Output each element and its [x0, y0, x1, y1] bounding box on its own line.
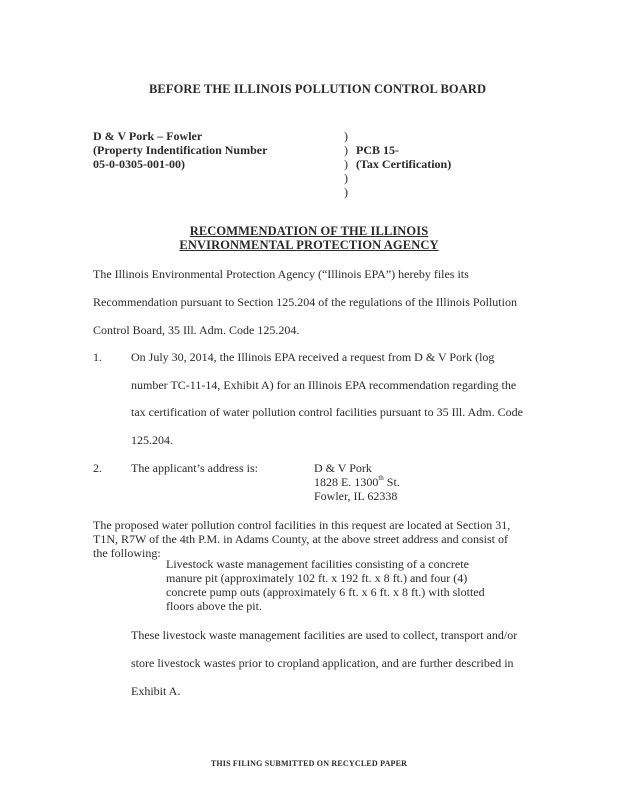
caption-bracket: ) [344, 185, 348, 199]
recycled-paper-footer: THIS FILING SUBMITTED ON RECYCLED PAPER [210, 759, 408, 768]
usage-line: store livestock wastes prior to cropland application, and are further described in [131, 656, 514, 670]
caption-bracket: ) [344, 129, 348, 143]
facilities-line: T1N, R7W of the 4th P.M. in Adams County, at the above street address and consist of [93, 532, 508, 546]
facilities-line: the following: [93, 546, 161, 560]
caption-bracket: ) [344, 143, 348, 157]
caption-property-label: (Property Indentification Number [93, 143, 268, 157]
item-number: 1. [93, 350, 102, 364]
description-line: floors above the pit. [166, 599, 262, 613]
case-number: PCB 15- [356, 143, 399, 157]
caption-bracket: ) [344, 157, 348, 171]
caption-bracket: ) [344, 171, 348, 185]
description-line: manure pit (approximately 102 ft. x 192 ft. x 8 ft.) and four (4) [166, 571, 468, 585]
address-name: D & V Pork [314, 461, 372, 475]
document-heading: BEFORE THE ILLINOIS POLLUTION CONTROL BOARD [149, 82, 487, 96]
intro-line: Control Board, 35 Ill. Adm. Code 125.204. [93, 323, 300, 337]
address-street: 1828 E. 1300th St. [314, 474, 400, 489]
recommendation-title-line1: RECOMMENDATION OF THE ILLINOIS [189, 224, 429, 238]
item1-line: On July 30, 2014, the Illinois EPA received a request from D & V Pork (log [131, 350, 495, 364]
item1-line: number TC-11-14, Exhibit A) for an Illinois EPA recommendation regarding the [131, 378, 517, 392]
item1-line: tax certification of water pollution control facilities pursuant to 35 Ill. Adm. Code [131, 405, 523, 419]
facilities-line: The proposed water pollution control facilities in this request are located at Section 31, [93, 518, 511, 532]
intro-line: The Illinois Environmental Protection Agency (“Illinois EPA”) hereby files its [93, 267, 469, 281]
recommendation-title-line2: ENVIRONMENTAL PROTECTION AGENCY [179, 238, 439, 252]
description-line: Livestock waste management facilities consisting of a concrete [166, 557, 469, 571]
caption-party: D & V Pork – Fowler [93, 129, 203, 143]
description-line: concrete pump outs (approximately 6 ft. x 6 ft. x 8 ft.) with slotted [166, 585, 485, 599]
case-type: (Tax Certification) [356, 157, 452, 171]
caption-property-number: 05-0-0305-001-00) [93, 157, 185, 171]
usage-line: These livestock waste management facilities are used to collect, transport and/or [131, 628, 518, 642]
address-city: Fowler, IL 62338 [314, 489, 398, 503]
item1-line: 125.204. [131, 433, 173, 447]
usage-line: Exhibit A. [131, 684, 181, 698]
intro-line: Recommendation pursuant to Section 125.204 of the regulations of the Illinois Pollution [93, 295, 517, 309]
item-number: 2. [93, 461, 102, 475]
applicant-address-label: The applicant’s address is: [131, 461, 258, 475]
